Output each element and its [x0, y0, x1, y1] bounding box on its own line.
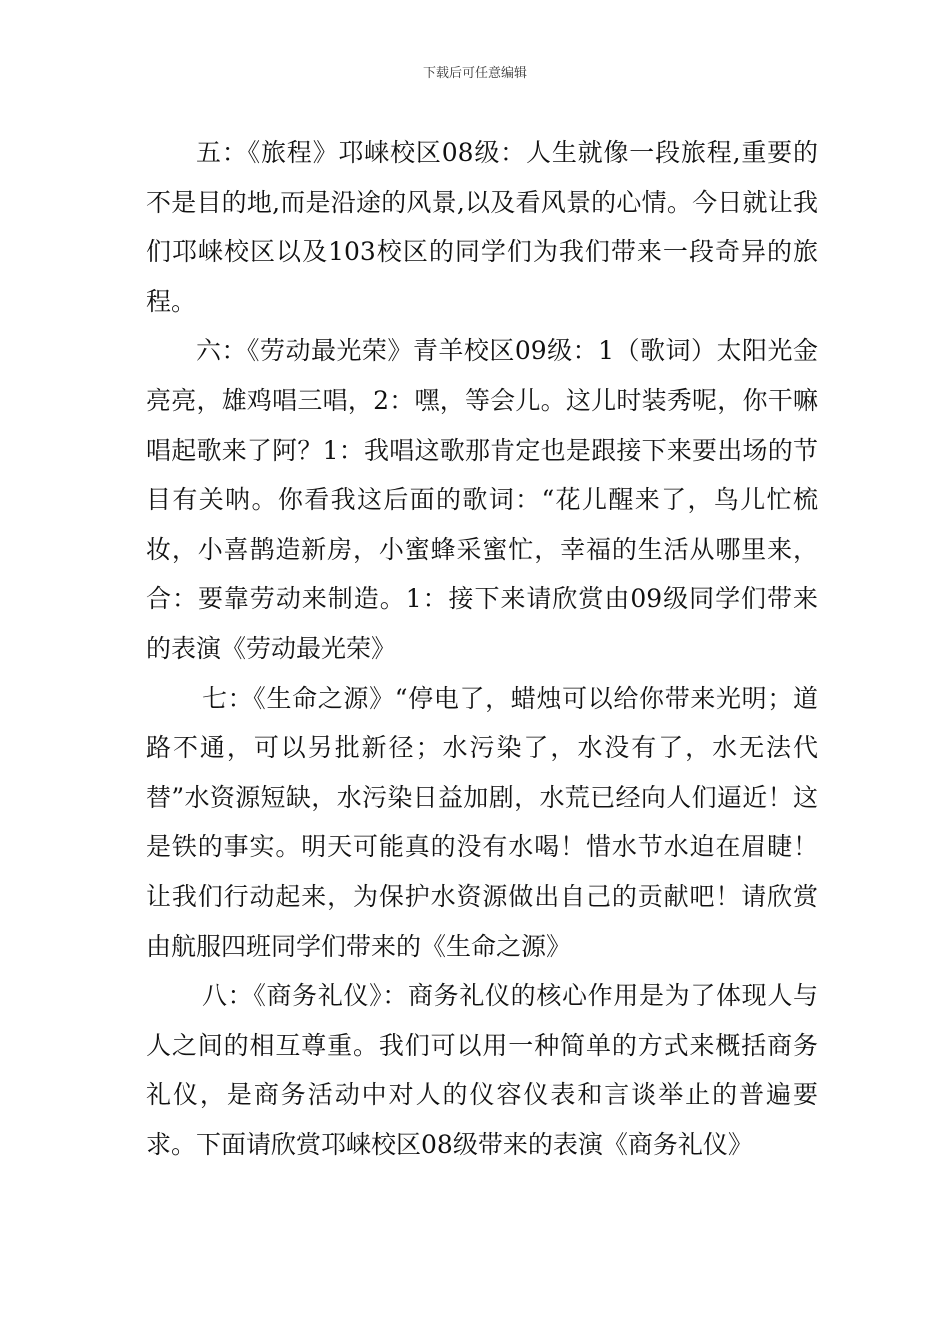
paragraph-seven: 七：《生命之源》“停电了，蜡烛可以给你带来光明；道路不通，可以另批新径；水污染了，水没有了，水无法代替”水资源短缺，水污染日益加剧，水荒已经向人们逼近！这是铁的事实。明天可能真的没有水喝！惜水节水迫在眉睫！让我们行动起来，为保护水资源做出自己的贡献吧！请欣赏由航服四班同学们带来的《生命之源》: [146, 683, 818, 961]
paragraph-eight: 八：《商务礼仪》：商务礼仪的核心作用是为了体现人与人之间的相互尊重。我们可以用一种简单的方式来概括商务礼仪，是商务活动中对人的仪容仪表和言谈举止的普遍要求。下面请欣赏邛崃校区08级带来的表演《商务礼仪》: [146, 981, 818, 1159]
document-body: [146, 128, 818, 1169]
paragraph-six: 六：《劳动最光荣》青羊校区09级：1（歌词）太阳光金亮亮，雄鸡唱三唱，2：嘿，等会儿。这儿时装秀呢，你干嘛唱起歌来了阿？1：我唱这歌那肯定也是跟接下来要出场的节目有关呐。你看我这后面的歌词：“花儿醒来了，鸟儿忙梳妆，小喜鹊造新房，小蜜蜂采蜜忙，幸福的生活从哪里来，合：要靠劳动来制造。1：接下来请欣赏由09级同学们带来的表演《劳动最光荣》: [146, 336, 818, 663]
paragraph-five: 五：《旅程》邛崃校区08级：人生就像一段旅程,重要的不是目的地,而是沿途的风景,以及看风景的心情。今日就让我们邛崃校区以及103校区的同学们为我们带来一段奇异的旅程。: [146, 138, 818, 316]
page-header: 下载后可任意编辑: [422, 66, 527, 81]
